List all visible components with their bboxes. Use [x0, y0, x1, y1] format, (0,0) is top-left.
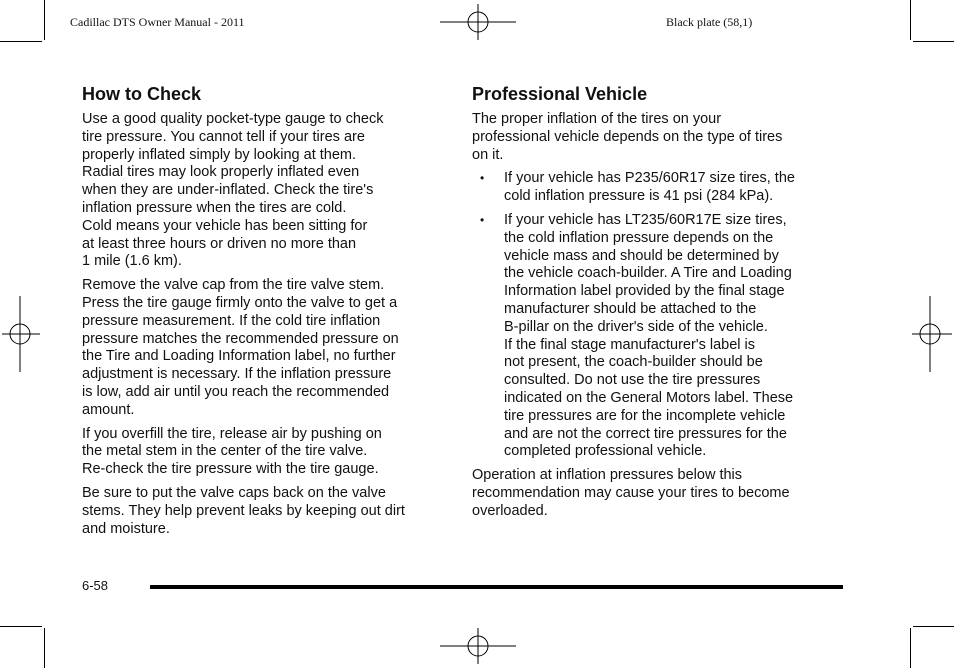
crop-mark — [910, 0, 911, 40]
text-line: the Tire and Loading Information label, no further — [82, 348, 396, 365]
list-item — [472, 170, 834, 206]
text-line: Press the tire gauge firmly onto the valve to get a — [82, 294, 398, 311]
crop-mark — [913, 41, 954, 42]
right-column — [472, 84, 834, 527]
text-line: properly inflated simply by looking at them. — [82, 146, 357, 163]
left-column — [82, 84, 448, 544]
text-line: inflation pressure when the tires are cold. — [82, 199, 347, 216]
text-line: indicated on the General Motors label. These — [504, 389, 794, 406]
crop-mark — [0, 626, 42, 627]
text-line: at least three hours or driven no more than — [82, 235, 357, 252]
bullet-icon: • — [480, 171, 485, 186]
text-line: tire pressure. You cannot tell if your tires are — [82, 128, 365, 145]
crop-mark — [910, 628, 911, 668]
text-line: on it. — [472, 146, 504, 163]
text-line: adjustment is necessary. If the inflation pressure — [82, 366, 392, 383]
text-line: the vehicle coach-builder. A Tire and Loading — [504, 265, 792, 282]
text-line: Cold means your vehicle has been sitting for — [82, 217, 368, 234]
footer-rule — [150, 585, 843, 589]
page-number: 6-58 — [82, 578, 109, 593]
paragraph — [82, 426, 448, 479]
text-line: when they are under-inflated. Check the tire's — [82, 182, 374, 199]
paragraph — [82, 111, 448, 271]
text-line: manufacturer should be attached to the — [504, 300, 757, 317]
text-line: consulted. Do not use the tire pressures — [504, 372, 761, 389]
text-line: and moisture. — [82, 520, 170, 537]
text-line: If your vehicle has P235/60R17 size tires, the — [504, 170, 795, 187]
text-line: professional vehicle depends on the type of tires — [472, 128, 783, 145]
section-heading: Professional Vehicle — [472, 84, 648, 104]
text-line: completed professional vehicle. — [504, 443, 707, 460]
registration-mark-icon — [440, 626, 516, 666]
text-line: not present, the coach-builder should be — [504, 354, 763, 371]
text-line: Re-check the tire pressure with the tire gauge. — [82, 461, 379, 478]
text-line: and are not the correct tire pressures for the — [504, 425, 787, 442]
crop-mark — [913, 626, 954, 627]
text-line: If your vehicle has LT235/60R17E size tires, — [504, 211, 787, 228]
text-line: vehicle mass and should be determined by — [504, 247, 779, 264]
text-line: Operation at inflation pressures below this — [472, 467, 743, 484]
header-plate-label: Black plate (58,1) — [666, 15, 753, 29]
text-line: the cold inflation pressure depends on the — [504, 229, 774, 246]
text-line: amount. — [82, 401, 135, 418]
crop-mark — [44, 628, 45, 668]
text-line: 1 mile (1.6 km). — [82, 253, 182, 270]
paragraph — [472, 467, 834, 520]
text-line: is low, add air until you reach the recommended — [82, 383, 390, 400]
text-line: overloaded. — [472, 502, 548, 519]
text-line: recommendation may cause your tires to become — [472, 484, 790, 501]
text-line: pressure measurement. If the cold tire inflation — [82, 312, 381, 329]
text-line: The proper inflation of the tires on your — [472, 111, 722, 127]
registration-mark-icon — [912, 296, 954, 372]
text-line: Radial tires may look properly inflated even — [82, 164, 360, 181]
bullet-list — [472, 170, 834, 461]
paragraph — [82, 485, 448, 538]
text-line: stems. They help prevent leaks by keeping out dirt — [82, 502, 405, 519]
crop-mark — [0, 41, 42, 42]
paragraph — [82, 277, 448, 419]
text-line: Remove the valve cap from the tire valve stem. — [82, 277, 385, 294]
text-line: Be sure to put the valve caps back on the valve — [82, 484, 386, 501]
text-line: tire pressures are for the incomplete vehicle — [504, 407, 786, 424]
header-manual-title: Cadillac DTS Owner Manual - 2011 — [70, 15, 245, 29]
text-line: If the final stage manufacturer's label is — [504, 336, 756, 353]
section-heading: How to Check — [82, 84, 202, 104]
registration-mark-icon — [0, 296, 42, 372]
list-item — [472, 212, 834, 461]
text-line: Use a good quality pocket-type gauge to check — [82, 111, 384, 127]
crop-mark — [44, 0, 45, 40]
bullet-icon: • — [480, 212, 485, 227]
registration-mark-icon — [440, 2, 516, 42]
text-line: pressure matches the recommended pressure on — [82, 330, 399, 347]
text-line: cold inflation pressure is 41 psi (284 kPa). — [504, 188, 774, 205]
text-line: B-pillar on the driver's side of the vehicle. — [504, 318, 768, 335]
paragraph — [472, 111, 834, 164]
text-line: the metal stem in the center of the tire valve. — [82, 443, 368, 460]
text-line: If you overfill the tire, release air by pushing on — [82, 425, 382, 442]
text-line: Information label provided by the final stage — [504, 283, 785, 300]
